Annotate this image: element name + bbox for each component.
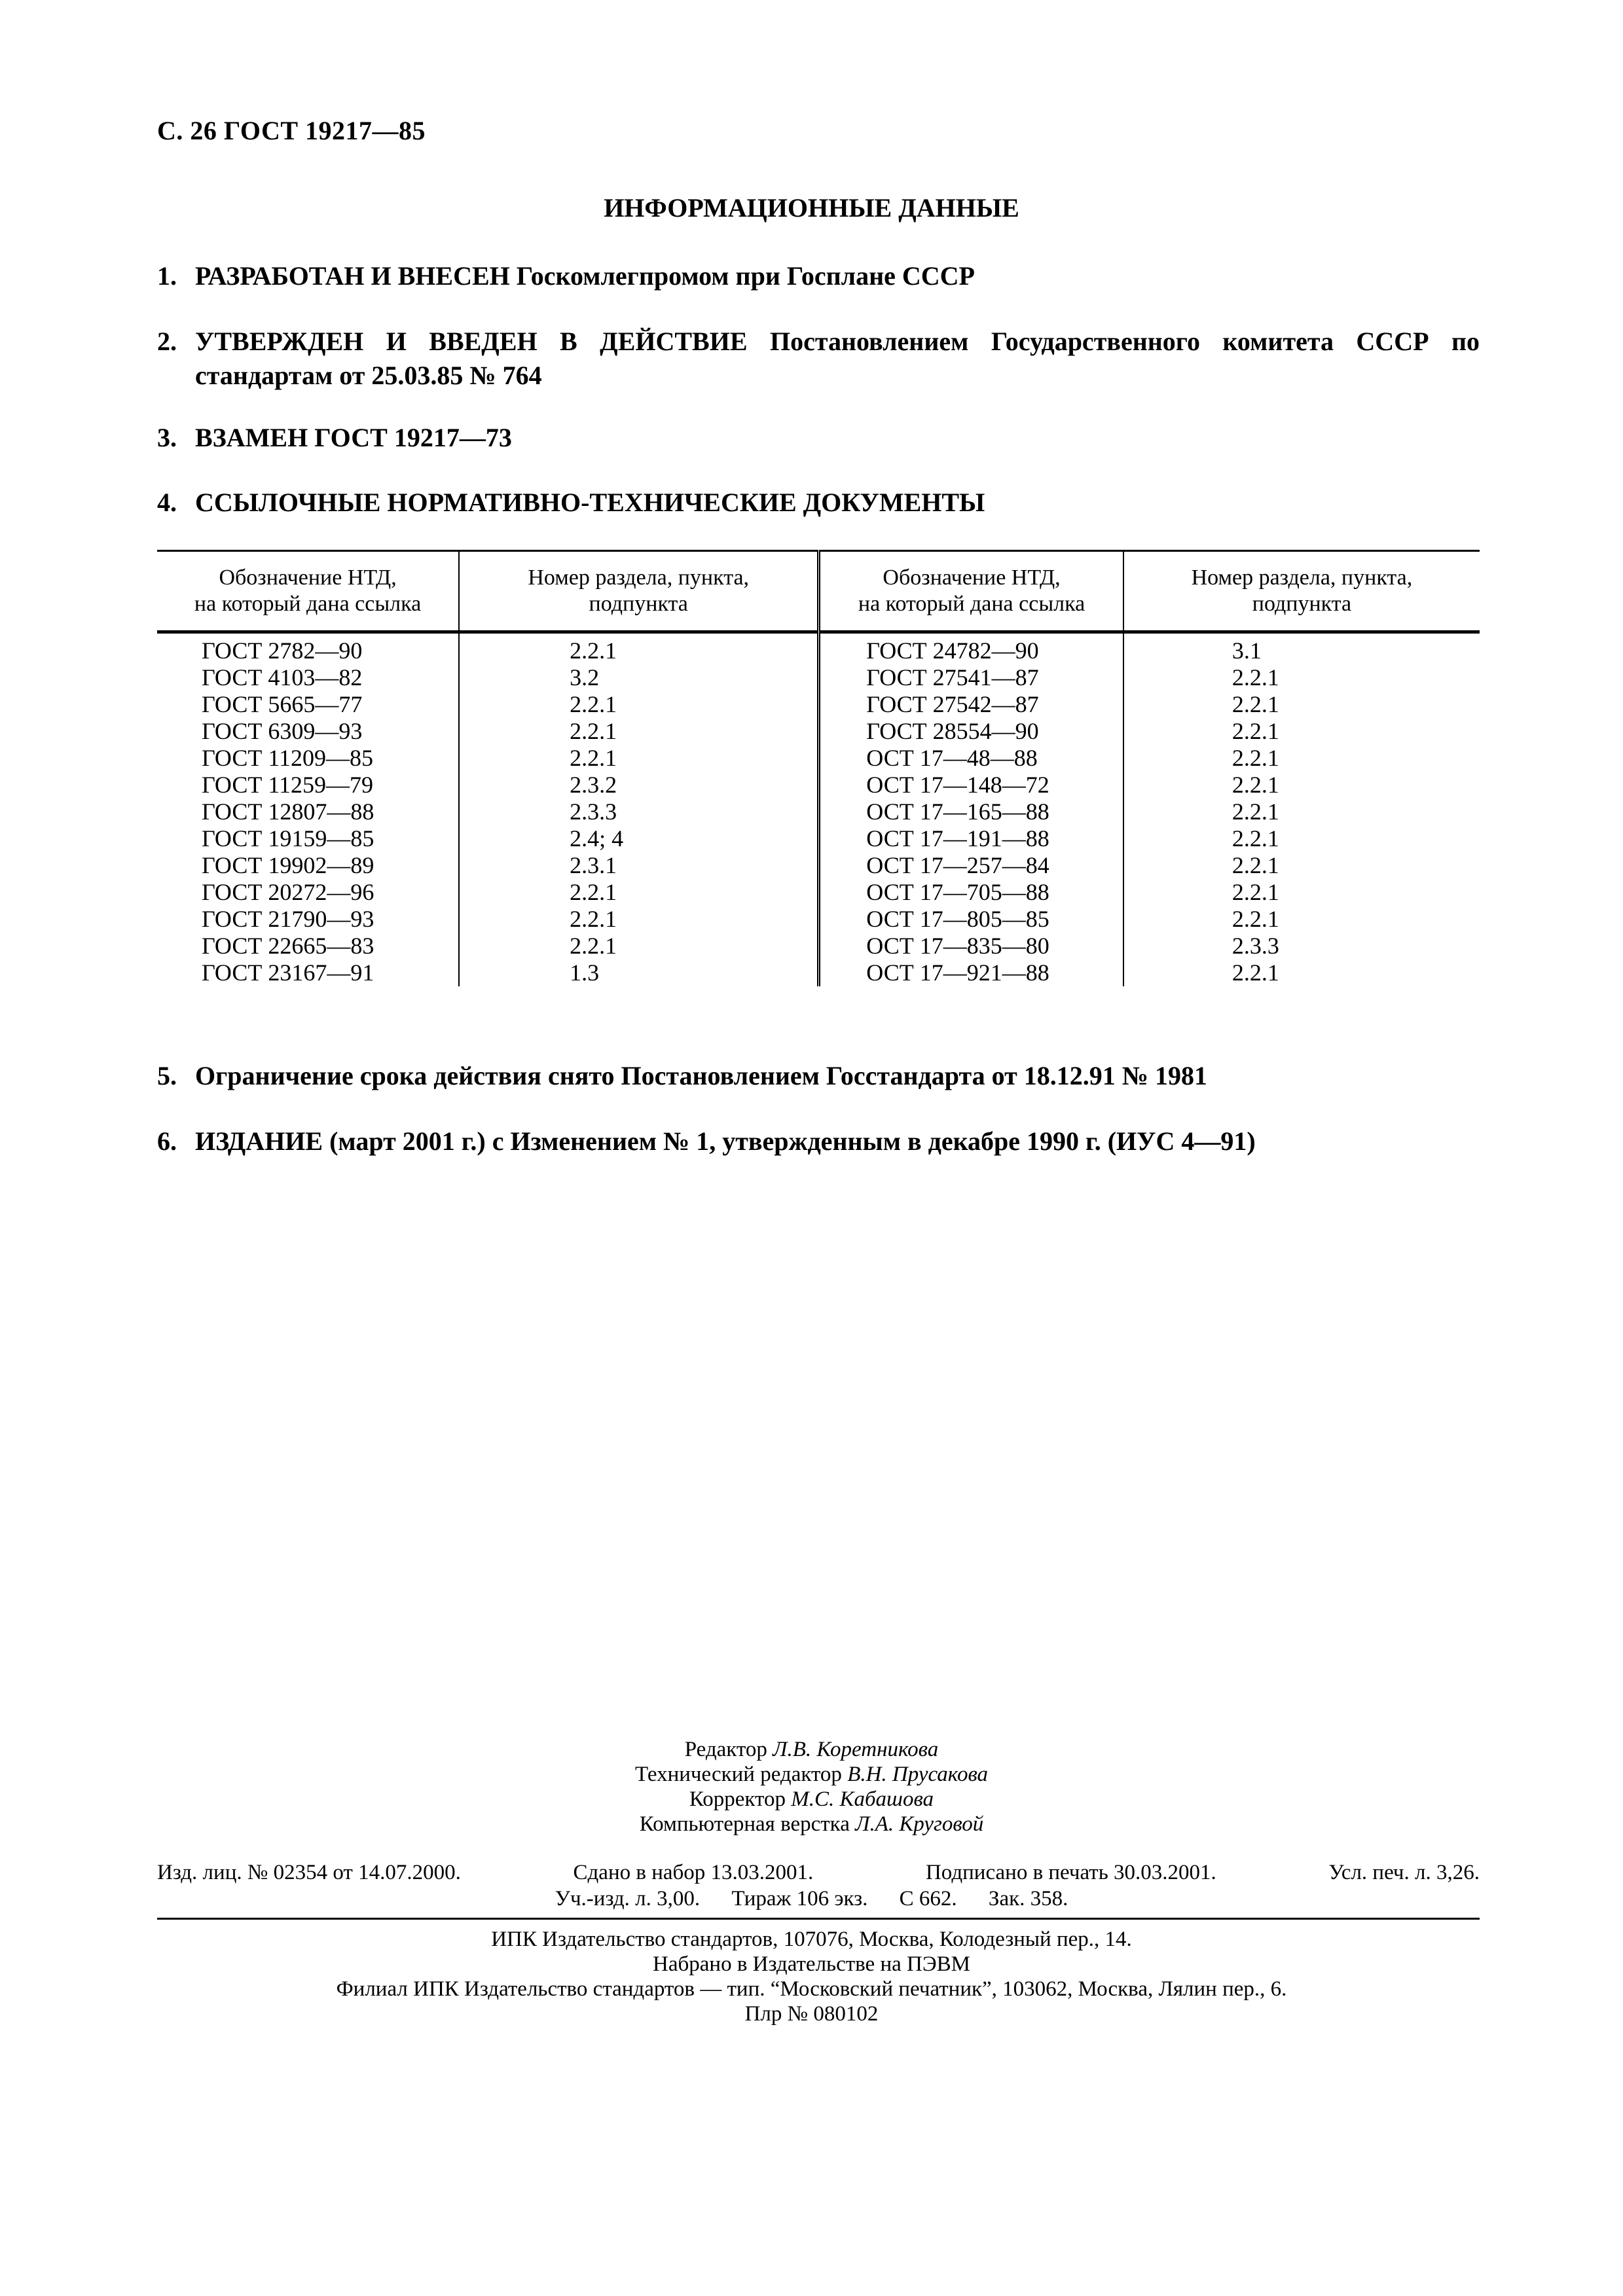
info-item-1 bbox=[157, 259, 1480, 293]
ref-section-cell: 2.2.1 bbox=[1231, 798, 1279, 825]
ref-doc-cell: ГОСТ 22665—83 bbox=[157, 933, 459, 960]
credit-layout bbox=[0, 1812, 1623, 1837]
ref-doc-cell: ГОСТ 21790—93 bbox=[157, 906, 459, 933]
table-row bbox=[157, 825, 1480, 852]
header-line: на который дана ссылка bbox=[858, 592, 1085, 616]
ref-doc-cell: ОСТ 17—257—84 bbox=[819, 852, 1123, 879]
ref-section-cell: 2.2.1 bbox=[1231, 664, 1279, 691]
credit-corrector bbox=[0, 1787, 1623, 1812]
ref-section-cell: 2.2.1 bbox=[459, 906, 819, 933]
credit-editor bbox=[0, 1737, 1623, 1762]
ref-doc-cell: ГОСТ 23167—91 bbox=[157, 960, 459, 986]
credit-name: Л.В. Коретникова bbox=[773, 1738, 939, 1761]
ref-section-cell: 2.2.1 bbox=[459, 632, 819, 665]
table-row bbox=[157, 960, 1480, 986]
header-line: Обозначение НТД, bbox=[219, 565, 397, 590]
header-section-number bbox=[459, 551, 819, 632]
imprint-line-2 bbox=[0, 1886, 1623, 1911]
header-doc-designation bbox=[157, 551, 459, 632]
ref-doc-cell: ГОСТ 2782—90 bbox=[157, 632, 459, 665]
header-line: подпункта bbox=[589, 592, 688, 616]
ref-section-cell: 2.2.1 bbox=[1231, 718, 1279, 744]
item-number: 6. bbox=[157, 1126, 177, 1156]
imprint-typeset: Сдано в набор 13.03.2001. bbox=[573, 1861, 814, 1884]
credit-name: В.Н. Прусакова bbox=[847, 1763, 989, 1786]
item-text: ИЗДАНИЕ (март 2001 г.) с Изменением № 1, утвержденным в декабре 1990 г. (ИУС 4—91) bbox=[195, 1126, 1256, 1156]
ref-doc-cell: ГОСТ 5665—77 bbox=[157, 691, 459, 718]
table-row bbox=[157, 772, 1480, 798]
credit-label: Редактор bbox=[684, 1738, 767, 1761]
ref-section-cell: 2.2.1 bbox=[1231, 879, 1279, 905]
table-body bbox=[157, 632, 1480, 987]
ref-doc-cell: ГОСТ 24782—90 bbox=[819, 632, 1123, 665]
credit-label: Технический редактор bbox=[634, 1763, 842, 1786]
ref-section-cell: 2.2.1 bbox=[459, 879, 819, 906]
imprint-license: Изд. лиц. № 02354 от 14.07.2000. bbox=[157, 1861, 461, 1884]
ref-doc-cell: ОСТ 17—835—80 bbox=[819, 933, 1123, 960]
credit-label: Компьютерная верстка bbox=[639, 1812, 850, 1836]
imprint-divider bbox=[157, 1918, 1480, 1920]
ref-doc-cell: ГОСТ 11259—79 bbox=[157, 772, 459, 798]
imprint-order: Зак. 358. bbox=[988, 1887, 1068, 1910]
header-doc-designation bbox=[819, 551, 1123, 632]
ref-section-cell: 2.4; 4 bbox=[459, 825, 819, 852]
ref-section-cell: 2.2.1 bbox=[1231, 745, 1279, 771]
item-number: 3. bbox=[157, 423, 177, 452]
item-text: Ограничение срока действия снято Постановлением Госстандарта от 18.12.91 № 1981 bbox=[195, 1061, 1207, 1090]
table-row bbox=[157, 852, 1480, 879]
info-item-3 bbox=[157, 421, 1480, 455]
ref-doc-cell: ОСТ 17—191—88 bbox=[819, 825, 1123, 852]
editorial-credits bbox=[0, 1737, 1623, 1837]
ref-section-cell: 2.2.1 bbox=[1231, 960, 1279, 986]
credit-name: М.С. Кабашова bbox=[791, 1787, 934, 1811]
header-line: подпункта bbox=[1252, 592, 1352, 616]
document-title: ИНФОРМАЦИОННЫЕ ДАННЫЕ bbox=[604, 193, 1019, 223]
header-line: Обозначение НТД, bbox=[883, 565, 1061, 590]
header-line: на который дана ссылка bbox=[194, 592, 422, 616]
info-item-6 bbox=[157, 1124, 1480, 1158]
imprint-print-sheets: Усл. печ. л. 3,26. bbox=[1328, 1861, 1480, 1884]
item-text: ССЫЛОЧНЫЕ НОРМАТИВНО-ТЕХНИЧЕСКИЕ ДОКУМЕНТЫ bbox=[195, 488, 985, 517]
imprint-signed: Подписано в печать 30.03.2001. bbox=[925, 1861, 1216, 1884]
ref-section-cell: 1.3 bbox=[459, 960, 819, 986]
ref-doc-cell: ОСТ 17—805—85 bbox=[819, 906, 1123, 933]
header-line: Номер раздела, пункта, bbox=[1191, 565, 1413, 590]
item-text: ВЗАМЕН ГОСТ 19217—73 bbox=[195, 423, 512, 452]
table-row bbox=[157, 718, 1480, 745]
ref-doc-cell: ОСТ 17—705—88 bbox=[819, 879, 1123, 906]
publisher-line: Плр № 080102 bbox=[744, 2002, 879, 2026]
ref-section-cell: 2.3.2 bbox=[459, 772, 819, 798]
ref-section-cell: 2.3.3 bbox=[1231, 933, 1279, 959]
publisher-line: ИПК Издательство стандартов, 107076, Москва, Колодезный пер., 14. bbox=[491, 1928, 1132, 1951]
ref-doc-cell: ОСТ 17—48—88 bbox=[819, 745, 1123, 772]
info-item-4 bbox=[157, 486, 1480, 520]
imprint-line-1 bbox=[157, 1860, 1480, 1885]
header-line: Номер раздела, пункта, bbox=[528, 565, 750, 590]
ref-doc-cell: ГОСТ 4103—82 bbox=[157, 664, 459, 691]
ref-section-cell: 2.2.1 bbox=[459, 718, 819, 745]
imprint-pub-sheets: Уч.-изд. л. 3,00. bbox=[555, 1887, 701, 1910]
info-item-2 bbox=[157, 325, 1480, 393]
ref-section-cell: 2.2.1 bbox=[1231, 906, 1279, 932]
item-number: 1. bbox=[157, 261, 177, 291]
table-row bbox=[157, 664, 1480, 691]
credit-label: Корректор bbox=[689, 1787, 786, 1811]
ref-section-cell: 2.3.1 bbox=[459, 852, 819, 879]
info-item-5 bbox=[157, 1059, 1480, 1093]
publisher-info bbox=[0, 1927, 1623, 2026]
item-number: 5. bbox=[157, 1061, 177, 1090]
table-row bbox=[157, 906, 1480, 933]
ref-doc-cell: ОСТ 17—165—88 bbox=[819, 798, 1123, 825]
publisher-line: Набрано в Издательстве на ПЭВМ bbox=[653, 1952, 970, 1976]
item-number: 2. bbox=[157, 327, 177, 356]
ref-doc-cell: ГОСТ 28554—90 bbox=[819, 718, 1123, 745]
ref-doc-cell: ГОСТ 20272—96 bbox=[157, 879, 459, 906]
table-row bbox=[157, 691, 1480, 718]
table-row bbox=[157, 745, 1480, 772]
ref-section-cell: 2.2.1 bbox=[1231, 852, 1279, 878]
item-text: УТВЕРЖДЕН И ВВЕДЕН В ДЕЙСТВИЕ Постановлением Государственного комитета СССР по стандартам от 25.03.85 № 764 bbox=[195, 327, 1480, 390]
ref-doc-cell: ГОСТ 11209—85 bbox=[157, 745, 459, 772]
imprint-run: Тираж 106 экз. bbox=[731, 1887, 868, 1910]
ref-section-cell: 2.2.1 bbox=[459, 745, 819, 772]
ref-doc-cell: ОСТ 17—148—72 bbox=[819, 772, 1123, 798]
table-row bbox=[157, 798, 1480, 825]
credit-tech-editor bbox=[0, 1762, 1623, 1787]
table-header-row bbox=[157, 551, 1480, 632]
item-number: 4. bbox=[157, 488, 177, 517]
ref-section-cell: 2.2.1 bbox=[1231, 825, 1279, 852]
ref-doc-cell: ГОСТ 19159—85 bbox=[157, 825, 459, 852]
header-section-number bbox=[1123, 551, 1480, 632]
imprint-c-num: С 662. bbox=[899, 1887, 957, 1910]
ref-doc-cell: ГОСТ 12807—88 bbox=[157, 798, 459, 825]
ref-section-cell: 2.3.3 bbox=[459, 798, 819, 825]
table-row bbox=[157, 933, 1480, 960]
ref-doc-cell: ОСТ 17—921—88 bbox=[819, 960, 1123, 986]
ref-doc-cell: ГОСТ 19902—89 bbox=[157, 852, 459, 879]
ref-section-cell: 2.2.1 bbox=[1231, 772, 1279, 798]
table-row bbox=[157, 632, 1480, 665]
item-text: РАЗРАБОТАН И ВНЕСЕН Госкомлегпромом при Госплане СССР bbox=[195, 261, 975, 291]
ref-doc-cell: ГОСТ 27542—87 bbox=[819, 691, 1123, 718]
ref-section-cell: 3.2 bbox=[459, 664, 819, 691]
table-row bbox=[157, 879, 1480, 906]
ref-section-cell: 2.2.1 bbox=[1231, 691, 1279, 717]
ref-section-cell: 2.2.1 bbox=[459, 691, 819, 718]
ref-section-cell: 2.2.1 bbox=[459, 933, 819, 960]
publisher-line: Филиал ИПК Издательство стандартов — тип. “Московский печатник”, 103062, Москва, Лялин пер., 6. bbox=[336, 1977, 1287, 2001]
reference-documents-table bbox=[157, 550, 1480, 986]
page-header: С. 26 ГОСТ 19217—85 bbox=[157, 116, 426, 145]
credit-name: Л.А. Круговой bbox=[855, 1812, 984, 1836]
ref-doc-cell: ГОСТ 27541—87 bbox=[819, 664, 1123, 691]
ref-doc-cell: ГОСТ 6309—93 bbox=[157, 718, 459, 745]
ref-section-cell: 3.1 bbox=[1231, 637, 1262, 664]
